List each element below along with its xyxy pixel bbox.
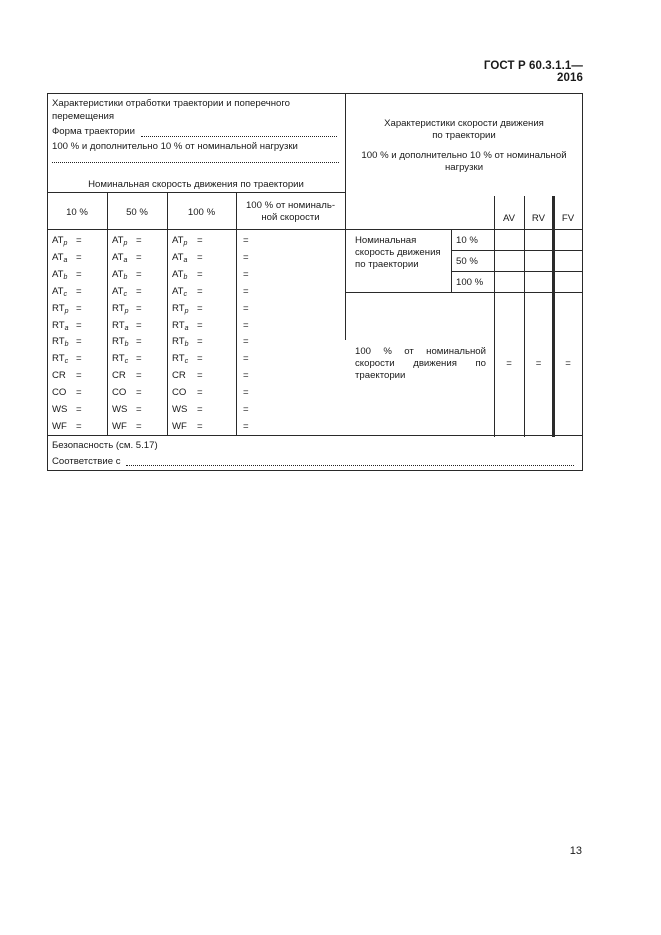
param-equals: = xyxy=(76,268,82,280)
param-equals: = xyxy=(243,235,249,246)
shape-fill-line xyxy=(141,136,337,137)
param-rtb-col1: $RT_b$ xyxy=(52,336,69,349)
param-equals: = xyxy=(197,302,203,314)
param-rtp-col3: $RT_p$ xyxy=(172,302,189,315)
param-equals: = xyxy=(243,268,249,280)
param-equals: = xyxy=(136,285,142,297)
full-speed-label: 100 % от номинальной скорости движения по траектории xyxy=(355,346,486,381)
compliance-fill-line xyxy=(126,465,574,466)
param-rtb-col2: $RT_b$ xyxy=(112,336,129,349)
table-border-right xyxy=(582,93,583,471)
rv-left-border xyxy=(524,196,525,437)
right-load-line1: 100 % и дополнительно 10 % от номинальной xyxy=(361,150,567,161)
param-rta-col2: $RT_a$ xyxy=(112,319,129,332)
speed-level-10: 10 % xyxy=(456,235,478,246)
param-equals: = xyxy=(76,235,82,246)
fv-result: = xyxy=(565,358,571,369)
page-number: 13 xyxy=(569,845,582,857)
param-equals: = xyxy=(197,370,203,382)
param-rtc-col2: $RT_c$ xyxy=(112,353,129,366)
param-equals: = xyxy=(243,387,249,399)
param-equals: = xyxy=(136,370,142,382)
param-equals: = xyxy=(136,387,142,399)
param-equals: = xyxy=(197,319,203,331)
param-co-col1: CO xyxy=(52,387,67,399)
param-equals: = xyxy=(136,235,142,246)
param-atp-col1: $AT_p$ xyxy=(52,235,68,247)
col-50-header: 50 % xyxy=(126,207,148,218)
rv-header: RV xyxy=(531,213,546,224)
param-rtp-col1: $RT_p$ xyxy=(52,302,69,315)
param-equals: = xyxy=(76,353,82,365)
param-equals: = xyxy=(136,251,142,263)
col-full-header-line2: ной скорости xyxy=(261,212,320,223)
param-ata-col2: $AT_a$ xyxy=(112,251,128,264)
av-left-border xyxy=(494,196,495,437)
param-atb-col2: $AT_b$ xyxy=(112,268,128,281)
param-equals: = xyxy=(243,404,249,415)
param-equals: = xyxy=(243,370,249,382)
param-wf-col2: WF xyxy=(112,420,127,432)
safety-label: Безопасность (см. 5.17) xyxy=(52,440,158,451)
param-equals: = xyxy=(243,353,249,365)
param-equals: = xyxy=(76,336,82,348)
av-header: AV xyxy=(502,213,516,224)
param-equals: = xyxy=(243,251,249,263)
load-note: 100 % и дополнительно 10 % от номинальной нагрузки xyxy=(52,141,298,152)
fv-header: FV xyxy=(561,213,575,224)
nominal-label-line2: скорость движения xyxy=(355,247,441,258)
nominal-label-line3: по траектории xyxy=(355,259,419,270)
table-border-bottom xyxy=(47,470,583,471)
param-equals: = xyxy=(197,285,203,297)
param-wf-col1: WF xyxy=(52,420,67,432)
rv-result: = xyxy=(535,358,542,369)
param-equals: = xyxy=(136,404,142,415)
param-ws-col1: WS xyxy=(52,404,68,415)
param-equals: = xyxy=(197,387,203,399)
param-equals: = xyxy=(136,420,142,432)
right-title-line2: по траектории xyxy=(432,130,496,141)
param-ws-col3: WS xyxy=(172,404,188,415)
param-equals: = xyxy=(197,420,203,432)
param-atb-col3: $AT_b$ xyxy=(172,268,188,281)
param-rta-col1: $RT_a$ xyxy=(52,319,69,332)
param-equals: = xyxy=(197,251,203,263)
param-atb-col1: $AT_b$ xyxy=(52,268,68,281)
param-equals: = xyxy=(136,336,142,348)
left-title-line1: Характеристики отработки траектории и поперечного xyxy=(52,98,290,109)
param-equals: = xyxy=(76,251,82,263)
table-border-left xyxy=(47,93,48,471)
param-rtc-col3: $RT_c$ xyxy=(172,353,189,366)
param-cr-col2: CR xyxy=(112,370,126,382)
standard-code: ГОСТ Р 60.3.1.1—2016 xyxy=(483,60,583,84)
param-rtc-col1: $RT_c$ xyxy=(52,353,69,366)
param-equals: = xyxy=(76,370,82,382)
param-equals: = xyxy=(76,404,82,415)
param-atc-col2: $AT_c$ xyxy=(112,285,128,298)
right-load-line2: нагрузки xyxy=(444,162,484,173)
param-rtb-col3: $RT_b$ xyxy=(172,336,189,349)
col-full-header-line1: 100 % от номиналь- xyxy=(245,200,336,211)
param-equals: = xyxy=(76,285,82,297)
load-fill-line xyxy=(52,162,339,163)
param-atc-col3: $AT_c$ xyxy=(172,285,188,298)
param-equals: = xyxy=(136,353,142,365)
param-equals: = xyxy=(197,268,203,280)
param-equals: = xyxy=(243,420,249,432)
param-equals: = xyxy=(136,319,142,331)
param-equals: = xyxy=(197,235,203,246)
right-title-line1: Характеристики скорости движения xyxy=(384,118,544,129)
param-rtp-col2: $RT_p$ xyxy=(112,302,129,315)
table-border-top xyxy=(47,93,583,94)
column-header-bottom-line xyxy=(47,229,583,230)
speed-header: Номинальная скорость движения по траектории xyxy=(88,179,304,190)
param-equals: = xyxy=(197,353,203,365)
param-ws-col2: WS xyxy=(112,404,128,415)
compliance-label: Соответствие с xyxy=(52,456,121,467)
param-equals: = xyxy=(76,420,82,432)
param-equals: = xyxy=(243,302,249,314)
param-atc-col1: $AT_c$ xyxy=(52,285,68,298)
param-atp-col2: $AT_p$ xyxy=(112,235,128,247)
param-equals: = xyxy=(197,404,203,415)
param-atp-col3: $AT_p$ xyxy=(172,235,188,247)
nominal-label-line1: Номинальная xyxy=(355,235,417,246)
speed-level-divider xyxy=(451,229,452,292)
param-equals: = xyxy=(136,268,142,280)
left-title-line2: перемещения xyxy=(52,111,115,122)
speed-level-50: 50 % xyxy=(456,256,478,267)
shape-label: Форма траектории xyxy=(52,126,135,137)
speed-header-line xyxy=(47,192,345,193)
speed-level-line-1 xyxy=(451,250,583,251)
fv-left-border-thick xyxy=(552,196,555,437)
param-ata-col1: $AT_a$ xyxy=(52,251,68,264)
nominal-block-bottom-line xyxy=(346,292,583,293)
param-equals: = xyxy=(243,336,249,348)
speed-level-100: 100 % xyxy=(456,277,484,288)
param-rta-col3: $RT_a$ xyxy=(172,319,189,332)
param-co-col2: CO xyxy=(112,387,127,399)
param-equals: = xyxy=(243,285,249,297)
av-result: = xyxy=(506,358,512,369)
param-cr-col3: CR xyxy=(172,370,186,382)
param-cr-col1: CR xyxy=(52,370,66,382)
characteristics-table xyxy=(47,93,583,471)
param-ata-col3: $AT_a$ xyxy=(172,251,188,264)
param-co-col3: CO xyxy=(172,387,187,399)
footer-top-line xyxy=(47,435,583,436)
col-100-header: 100 % xyxy=(187,207,216,218)
param-equals: = xyxy=(197,336,203,348)
speed-level-line-2 xyxy=(451,271,583,272)
param-equals: = xyxy=(76,302,82,314)
col-10-header: 10 % xyxy=(66,207,88,218)
param-equals: = xyxy=(136,302,142,314)
param-equals: = xyxy=(76,387,82,399)
param-equals: = xyxy=(76,319,82,331)
param-wf-col3: WF xyxy=(172,420,187,432)
param-equals: = xyxy=(243,319,249,331)
